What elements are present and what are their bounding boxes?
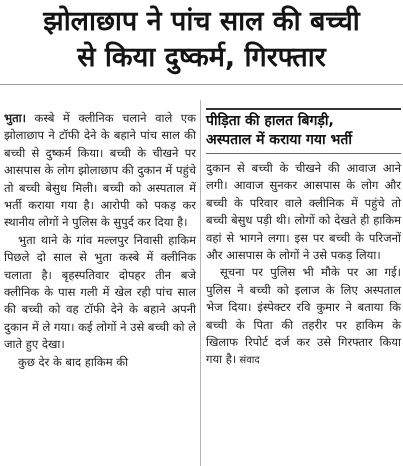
byline-credit: संवाद bbox=[236, 355, 260, 367]
subheadline bbox=[206, 108, 401, 150]
dateline: भुता। bbox=[4, 111, 26, 125]
subheadline-line-2: अस्पताल में कराया गया भर्ती bbox=[206, 132, 352, 148]
headline bbox=[6, 4, 397, 76]
left-paragraph-1 bbox=[4, 110, 196, 232]
left-paragraph-3: कुछ देर के बाद हाकिम की bbox=[18, 354, 129, 369]
right-paragraph-1: दुकान से बच्ची के चीखने की आवाज आने लगी। आवाज सुनकर आसपास के लोग और बच्ची के परिवार वाले क्लीनिक में पहुंचे तो बच्ची बेसुध पड़ी थी। लोगों को देखते ही हाकिम वहां से भागने लगा। इस पर बच्ची के परिजनों और आसपास के लोगों ने उसे पकड़ लिया। bbox=[206, 161, 401, 263]
headline-line-1: झोलाछाप ने पांच साल की बच्ची bbox=[43, 6, 360, 37]
column-divider bbox=[200, 100, 201, 466]
right-column bbox=[206, 160, 401, 370]
right-paragraph-2 bbox=[206, 264, 401, 369]
subheadline-line-1: पीड़िता की हालत बिगड़ी, bbox=[206, 113, 334, 129]
headline-line-2: से किया दुष्कर्म, गिरफ्तार bbox=[77, 42, 326, 73]
right-paragraph-2-text: सूचना पर पुलिस भी मौके पर आ गई। पुलिस ने बच्ची को इलाज के लिए अस्पताल भेज दिया। इंस्पेक्टर रवि कुमार ने बताया कि बच्ची के पिता की तहरीर पर हाकिम के खिलाफ रिपोर्ट दर्ज कर उसे गिरफ्तार किया गया है। bbox=[206, 265, 401, 367]
left-paragraph-2: भुता थाने के गांव मल्लपुर निवासी हाकिम पिछले दो साल से भुता कस्बे में क्लीनिक चलाता है। बृहस्पतिवार दोपहर तीन बजे क्लीनिक के पास गली में खेल रही पांच साल की बच्ची को वह टॉफी देने के बहाने अपनी दुकान में ले गया। कई लोगों ने उसे बच्ची को ले जाते हुए देखा। bbox=[4, 232, 196, 352]
left-column bbox=[4, 110, 196, 371]
left-paragraph-1-text: कस्बे में क्लीनिक चलाने वाले एक झोलाछाप ने टॉफी देने के बहाने पांच साल की बच्ची से दुष्कर्म किया। बच्ची के चीखने पर आसपास के लोग झोलाछाप की दुकान में पहुंचे तो बच्ची बेसुध मिली। बच्ची को अस्पताल में भर्ती कराया गया है। आरोपी को पकड़ कर स्थानीय लोगों ने पुलिस के सुपुर्द कर दिया है। bbox=[4, 111, 196, 230]
subheadline-rule bbox=[206, 153, 401, 154]
headline-rule bbox=[0, 84, 403, 85]
